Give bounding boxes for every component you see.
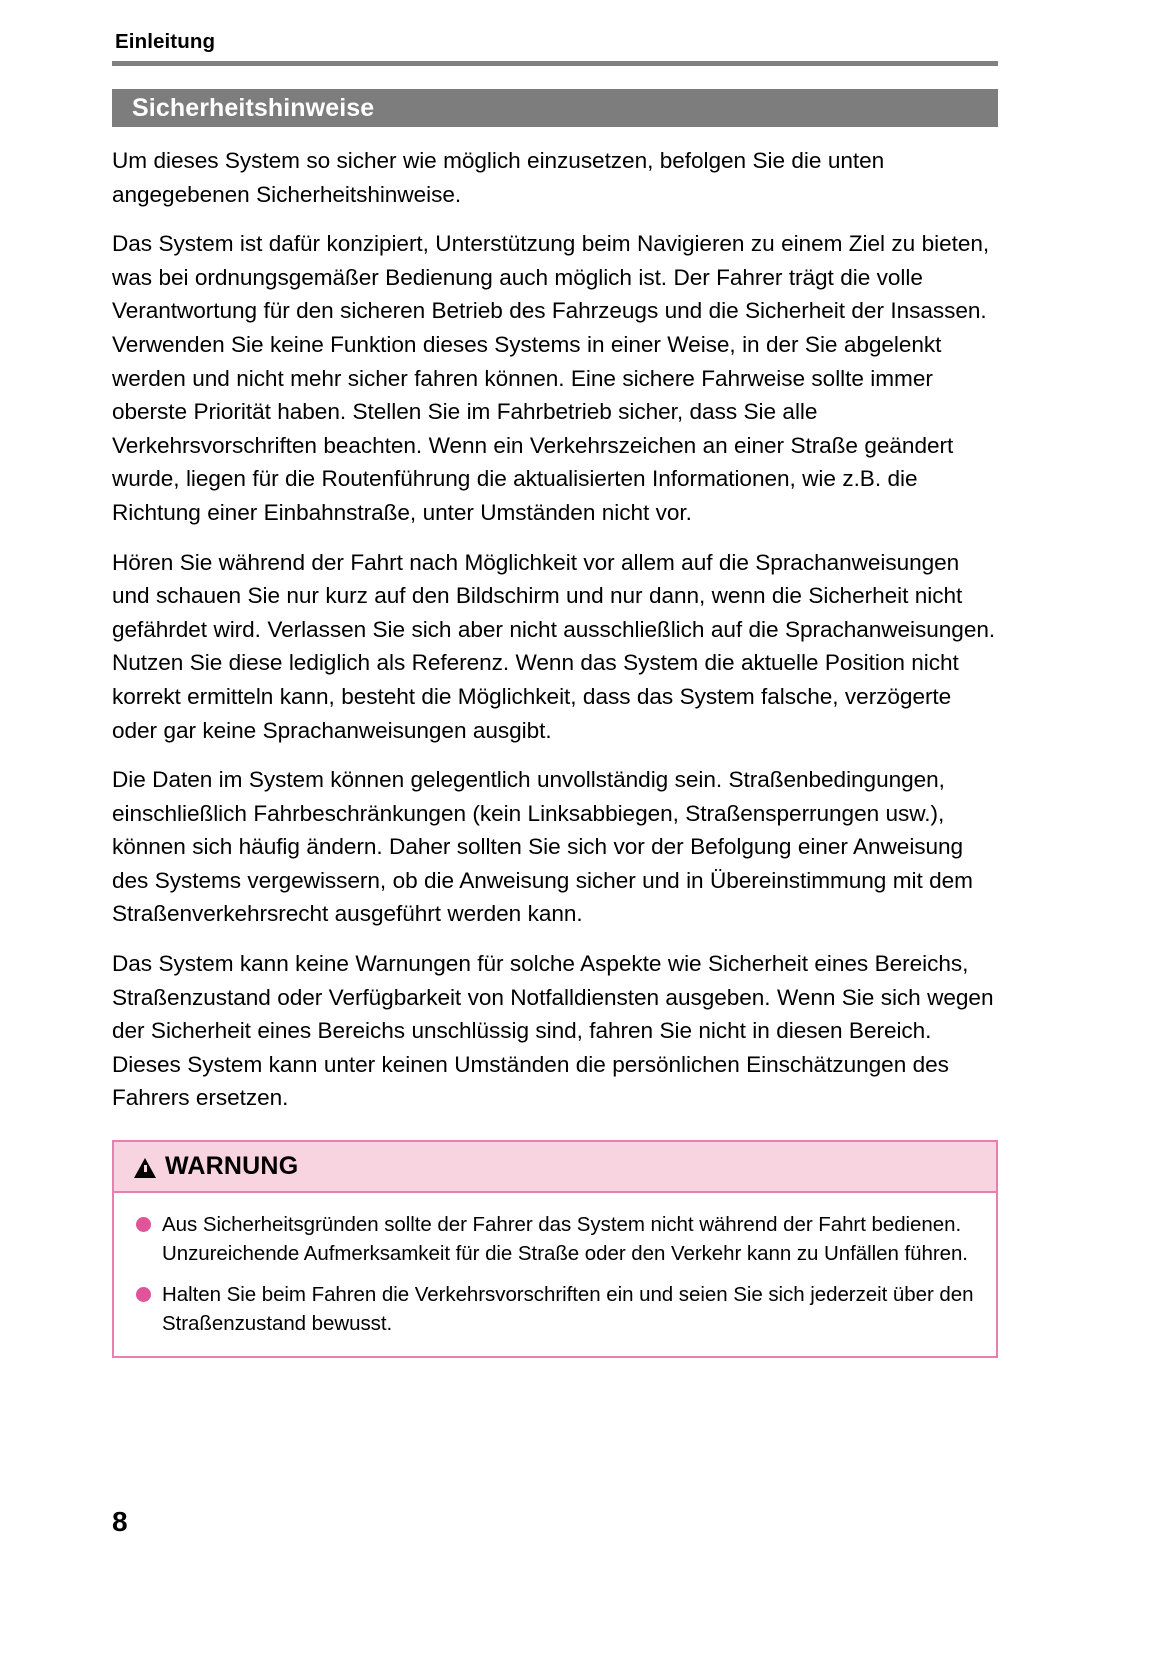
section-title: Sicherheitshinweise <box>132 93 375 122</box>
chapter-title: Einleitung <box>115 30 216 53</box>
list-item <box>136 1210 974 1268</box>
warning-title: WARNUNG <box>165 1152 299 1181</box>
body-paragraph: Das System kann keine Warnungen für solche Aspekte wie Sicherheit eines Bereichs, Straßenzustand oder Verfügbarkeit von Notfalldiensten ausgeben. Wenn Sie sich wegen der Sicherheit eines Bereichs unschlüssig sind, fahren Sie nicht in diesen Bereich. Dieses System kann unter keinen Umständen die persönlichen Einschätzungen des Fahrers ersetzen. <box>112 951 994 1111</box>
bullet-icon <box>136 1287 151 1302</box>
section-header-bar <box>112 89 998 127</box>
warning-triangle-icon <box>134 1158 156 1178</box>
body-paragraph: Um dieses System so sicher wie möglich einzusetzen, befolgen Sie die unten angegebenen Sicherheitshinweise. <box>112 148 885 207</box>
page-content <box>112 30 998 1358</box>
body-paragraph: Hören Sie während der Fahrt nach Möglichkeit vor allem auf die Sprachanweisungen und schauen Sie nur kurz auf den Bildschirm und nur dann, wenn die Sicherheit nicht gefährdet wird. Verlassen Sie sich aber nicht ausschließlich auf die Sprachanweisungen. Nutzen Sie diese lediglich als Referenz. Wenn das System die aktuelle Position nicht korrekt ermitteln kann, besteht die Möglichkeit, dass das System falsche, verzögerte oder gar keine Sprachanweisungen ausgibt. <box>112 549 996 743</box>
page-number: 8 <box>112 1506 128 1537</box>
warning-item-text: Aus Sicherheitsgründen sollte der Fahrer das System nicht während der Fahrt bedienen. Unzureichende Aufmerksamkeit für die Straße oder den Verkehr kann zu Unfällen führen. <box>162 1213 968 1266</box>
warning-item-text: Halten Sie beim Fahren die Verkehrsvorschriften ein und seien Sie sich jederzeit über den Straßenzustand bewusst. <box>162 1283 974 1336</box>
warning-box <box>112 1140 998 1358</box>
warning-header <box>114 1142 996 1193</box>
bullet-icon <box>136 1217 151 1232</box>
body-paragraph: Die Daten im System können gelegentlich unvollständig sein. Straßenbedingungen, einschließlich Fahrbeschränkungen (kein Linksabbiegen, Straßensperrungen usw.), können sich häufig ändern. Daher sollten Sie sich vor der Befolgung einer Anweisung des Systems vergewissern, ob die Anweisung sicher und in Übereinstimmung mit dem Straßenverkehrsrecht ausgeführt werden kann. <box>112 767 973 927</box>
body-paragraph: Das System ist dafür konzipiert, Unterstützung beim Navigieren zu einem Ziel zu bieten, was bei ordnungsgemäßer Bedienung auch möglich ist. Der Fahrer trägt die volle Verantwortung für den sicheren Betrieb des Fahrzeugs und die Sicherheit der Insassen. Verwenden Sie keine Funktion dieses Systems in einer Weise, in der Sie abgelenkt werden und nicht mehr sicher fahren können. Eine sichere Fahrweise sollte immer oberste Priorität haben. Stellen Sie im Fahrbetrieb sicher, dass Sie alle Verkehrsvorschriften beachten. Wenn ein Verkehrszeichen an einer Straße geändert wurde, liegen für die Routenführung die aktualisierten Informationen, wie z.B. die Richtung einer Einbahnstraße, unter Umständen nicht vor. <box>112 231 990 525</box>
list-item <box>136 1280 974 1338</box>
header-divider <box>112 61 998 66</box>
warning-content <box>114 1193 996 1356</box>
